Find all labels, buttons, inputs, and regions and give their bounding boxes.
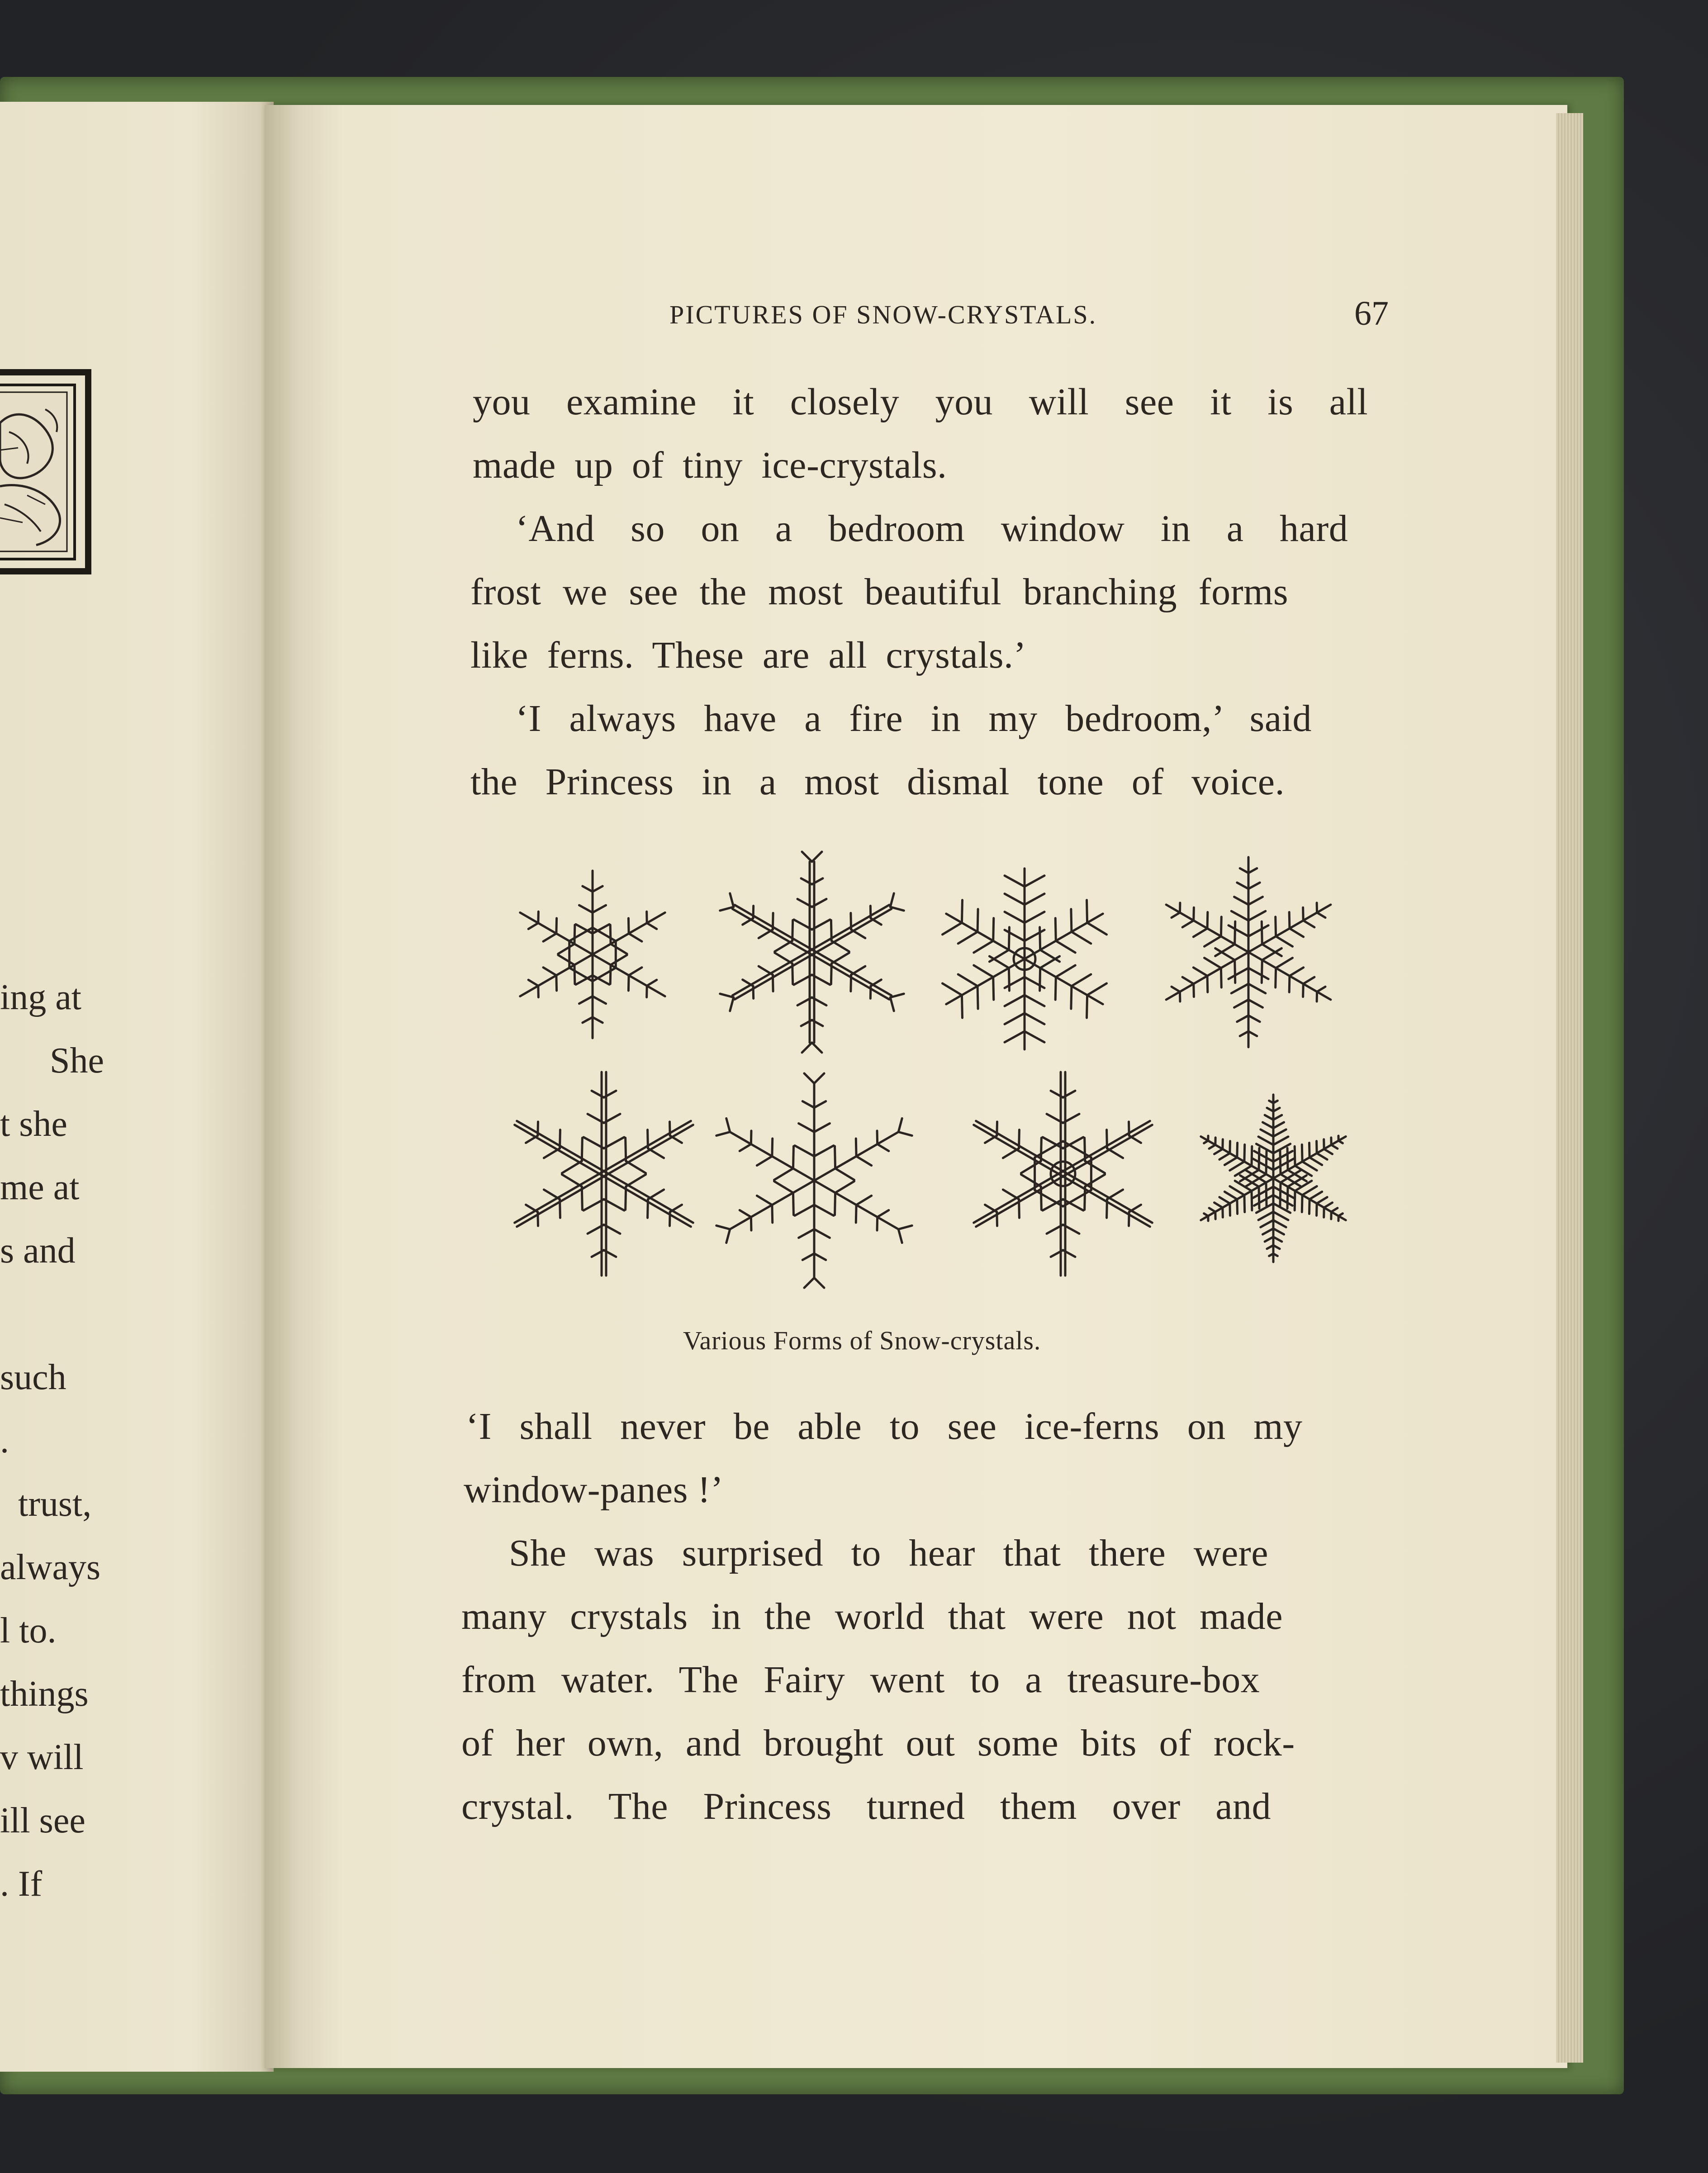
left-line-5: s and <box>0 1231 76 1271</box>
left-line-1: ing at <box>0 977 81 1017</box>
running-head: PICTURES OF SNOW-CRYSTALS. <box>669 300 1097 329</box>
page-edges <box>1556 113 1583 2063</box>
left-page <box>0 102 274 2072</box>
text-line-7: the Princess in a most dismal tone of voice. <box>470 761 1285 803</box>
text-line-12: from water. The Fairy went to a treasure-box <box>461 1659 1260 1701</box>
snow-crystal-6 <box>712 1073 916 1288</box>
figure-caption: Various Forms of Snow-crystals. <box>683 1326 1041 1355</box>
snow-crystal-2 <box>716 852 908 1053</box>
left-line-2: She <box>50 1041 104 1081</box>
text-line-2: made up of tiny ice-crystals. <box>473 444 947 486</box>
left-line-13: ill see <box>0 1801 85 1841</box>
text-line-8: ‘I shall never be able to see ice-ferns on my <box>466 1405 1303 1447</box>
left-line-4: me at <box>0 1167 80 1207</box>
engraved-illustration-fragment <box>0 369 93 577</box>
left-line-3: t she <box>0 1104 67 1144</box>
text-line-6: ‘I always have a fire in my bedroom,’ said <box>516 697 1312 740</box>
text-line-3: ‘And so on a bedroom window in a hard <box>516 508 1348 550</box>
text-line-13: of her own, and brought out some bits of rock- <box>461 1722 1295 1764</box>
snow-crystal-7 <box>965 1072 1162 1276</box>
text-line-11: many crystals in the world that were not made <box>461 1595 1283 1637</box>
left-line-9: always <box>0 1547 101 1587</box>
left-line-14: . If <box>0 1864 43 1904</box>
text-line-10: She was surprised to hear that there were <box>509 1532 1268 1574</box>
left-line-8: trust, <box>18 1484 92 1524</box>
left-line-10: l to. <box>0 1611 57 1651</box>
text-line-4: frost we see the most beautiful branching forms <box>470 571 1289 613</box>
page-header <box>669 294 1389 339</box>
left-line-6: such <box>0 1357 66 1397</box>
snow-crystals-figure <box>479 841 1389 1316</box>
page-number: 67 <box>1354 294 1389 332</box>
text-line-1: you examine it closely you will see it is all <box>473 381 1368 423</box>
text-line-9: window-panes !’ <box>464 1469 724 1511</box>
snow-crystal-5 <box>506 1072 702 1276</box>
left-line-11: things <box>0 1674 89 1714</box>
left-line-12: v will <box>0 1737 84 1777</box>
snow-crystal-1 <box>512 871 673 1038</box>
snow-crystal-8 <box>1190 1095 1357 1262</box>
text-line-14: crystal. The Princess turned them over and <box>461 1785 1272 1827</box>
left-line-7: . <box>0 1421 9 1461</box>
text-line-5: like ferns. These are all crystals.’ <box>470 634 1026 676</box>
snow-crystal-3 <box>936 868 1113 1049</box>
snow-crystal-4 <box>1156 857 1341 1047</box>
snow-crystals-illustration <box>479 841 1389 1316</box>
